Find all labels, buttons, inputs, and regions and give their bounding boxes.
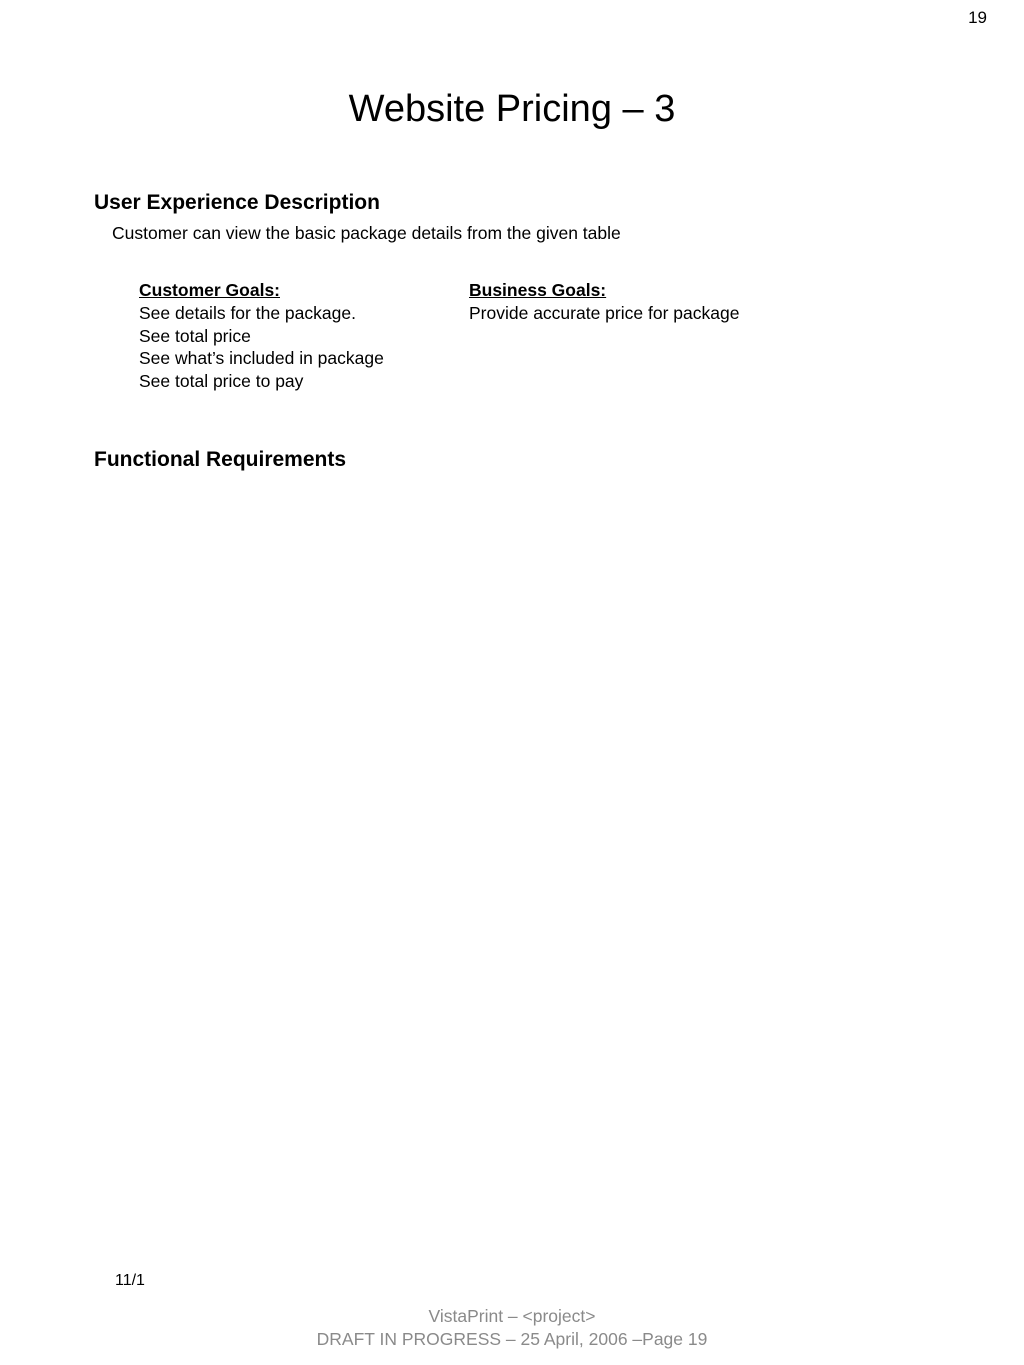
footer-project-line: VistaPrint – <project> [428, 1306, 596, 1326]
footer-code: 11/1 [115, 1272, 145, 1289]
page-title: Website Pricing – 3 [348, 88, 676, 130]
customer-goal-item: See total price [139, 325, 251, 346]
functional-requirements-heading: Functional Requirements [94, 448, 347, 471]
ux-description: Customer can view the basic package details from the given table [112, 223, 621, 243]
customer-goals-heading: Customer Goals: [139, 280, 280, 300]
customer-goal-item: See details for the package. [139, 302, 356, 323]
footer-draft-line: DRAFT IN PROGRESS – 25 April, 2006 –Page 19 [316, 1329, 708, 1349]
business-goals-heading: Business Goals: [469, 280, 607, 300]
ux-section-heading: User Experience Description [94, 191, 380, 214]
business-goal-item: Provide accurate price for package [469, 302, 740, 323]
page-number: 19 [968, 8, 987, 27]
customer-goal-item: See what’s included in package [139, 348, 384, 369]
business-goals [469, 279, 739, 325]
customer-goal-item: See total price to pay [139, 371, 304, 392]
customer-goals [139, 279, 384, 393]
